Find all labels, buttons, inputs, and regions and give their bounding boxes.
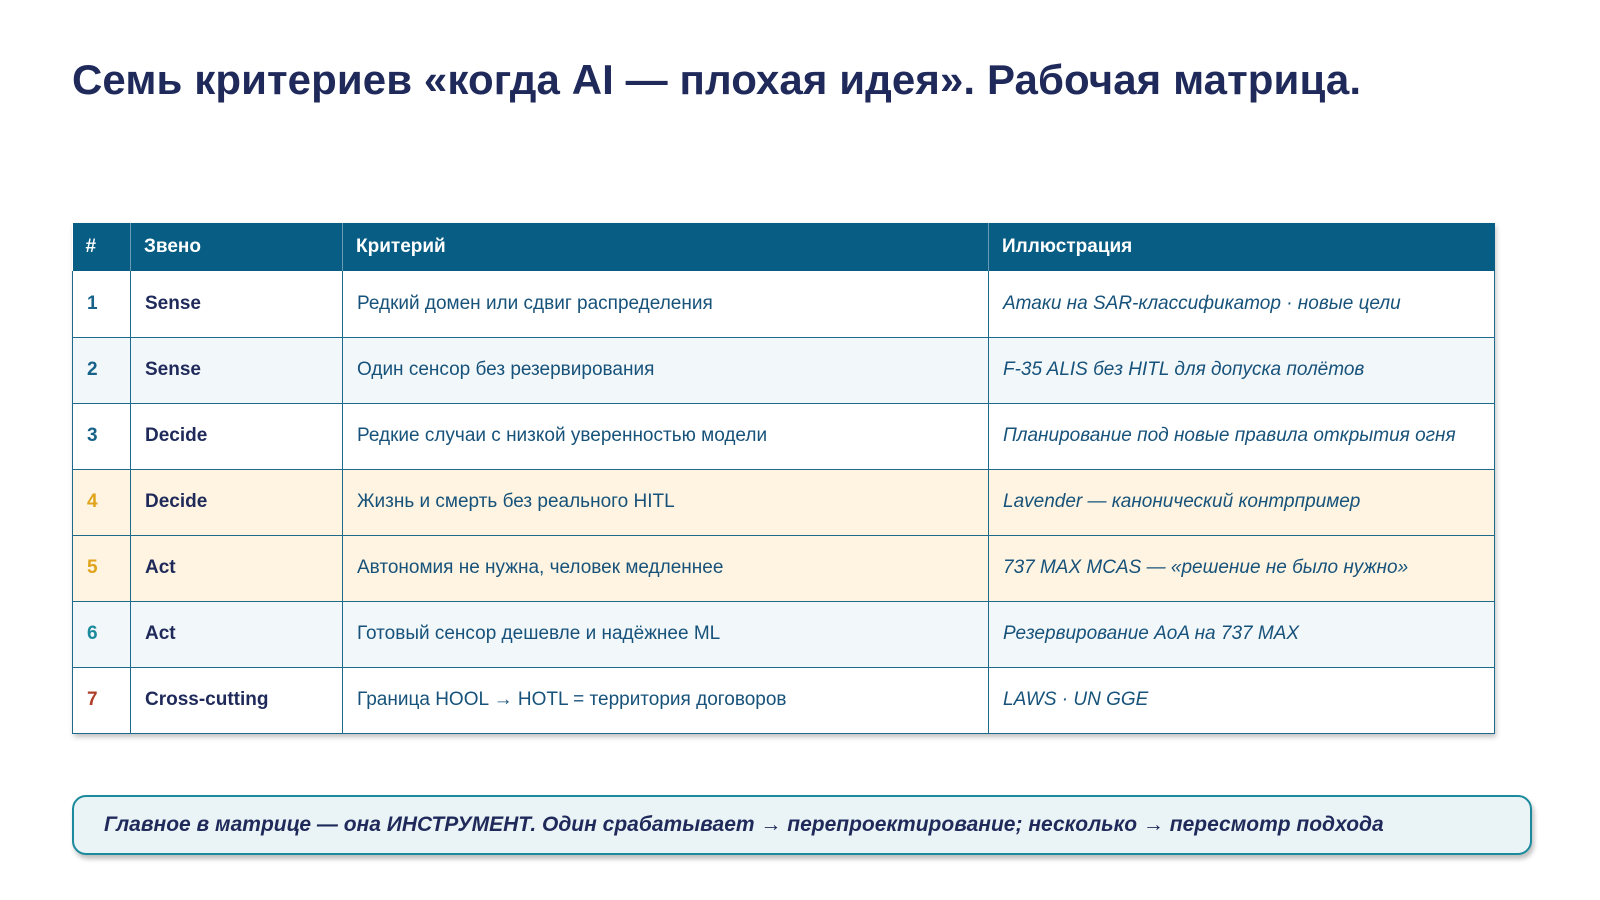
row-criterion: Готовый сенсор дешевле и надёжнее ML — [343, 601, 989, 667]
criteria-table — [72, 223, 1495, 734]
row-number: 5 — [73, 535, 131, 601]
column-header-illustration: Иллюстрация — [989, 223, 1495, 271]
table-row — [73, 403, 1495, 469]
criteria-matrix — [72, 223, 1494, 734]
column-header-link: Звено — [131, 223, 343, 271]
row-illustration: 737 MAX MCAS — «решение не было нужно» — [989, 535, 1495, 601]
row-illustration: LAWS · UN GGE — [989, 667, 1495, 733]
row-criterion: Один сенсор без резервирования — [343, 337, 989, 403]
column-header-number: # — [73, 223, 131, 271]
table-header-row — [73, 223, 1495, 271]
table-row — [73, 271, 1495, 337]
row-number: 2 — [73, 337, 131, 403]
key-takeaway-callout — [72, 795, 1532, 855]
table-row — [73, 601, 1495, 667]
row-illustration: Lavender — канонический контрпример — [989, 469, 1495, 535]
callout-text: Главное в матрице — она ИНСТРУМЕНТ. Один срабатывает → перепроектирование; несколько → пересмотр подхода — [104, 813, 1384, 836]
row-criterion: Жизнь и смерть без реального HITL — [343, 469, 989, 535]
row-criterion: Граница HOOL → HOTL = территория договоров — [343, 667, 989, 733]
row-illustration: F-35 ALIS без HITL для допуска полётов — [989, 337, 1495, 403]
row-link: Act — [131, 601, 343, 667]
slide-title: Семь критериев «когда AI — плохая идея». Рабочая матрица. — [72, 56, 1362, 103]
column-header-criterion: Критерий — [343, 223, 989, 271]
row-number: 1 — [73, 271, 131, 337]
row-criterion: Автономия не нужна, человек медленнее — [343, 535, 989, 601]
table-row — [73, 667, 1495, 733]
row-number: 3 — [73, 403, 131, 469]
row-link: Sense — [131, 271, 343, 337]
row-illustration: Атаки на SAR-классификатор · новые цели — [989, 271, 1495, 337]
row-link: Decide — [131, 403, 343, 469]
table-row — [73, 535, 1495, 601]
row-illustration: Планирование под новые правила открытия огня — [989, 403, 1495, 469]
row-number: 4 — [73, 469, 131, 535]
row-link: Sense — [131, 337, 343, 403]
row-illustration: Резервирование AoA на 737 MAX — [989, 601, 1495, 667]
row-criterion: Редкие случаи с низкой уверенностью модели — [343, 403, 989, 469]
row-number: 6 — [73, 601, 131, 667]
row-link: Act — [131, 535, 343, 601]
table-row — [73, 337, 1495, 403]
row-criterion: Редкий домен или сдвиг распределения — [343, 271, 989, 337]
row-link: Decide — [131, 469, 343, 535]
row-number: 7 — [73, 667, 131, 733]
table-row — [73, 469, 1495, 535]
row-link: Cross-cutting — [131, 667, 343, 733]
